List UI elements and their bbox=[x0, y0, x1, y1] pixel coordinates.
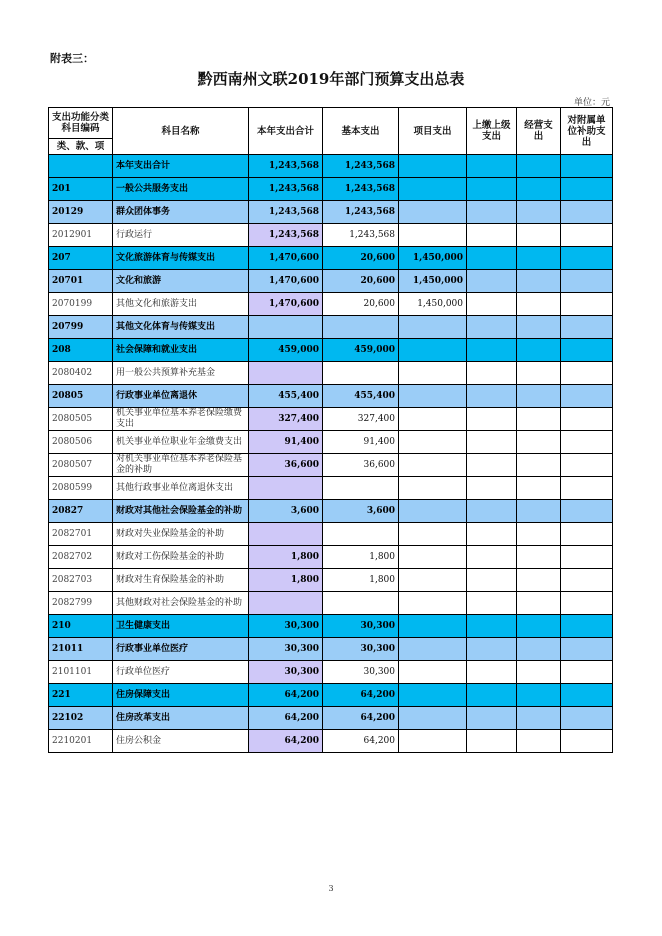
cell-total bbox=[249, 316, 323, 339]
cell-subsidy bbox=[561, 316, 613, 339]
header-subsidy: 对附属单位补助支出 bbox=[561, 108, 613, 155]
cell-code: 20129 bbox=[49, 201, 113, 224]
cell-upper bbox=[467, 224, 517, 247]
cell-upper bbox=[467, 500, 517, 523]
cell-subsidy bbox=[561, 155, 613, 178]
cell-project bbox=[399, 707, 467, 730]
cell-basic: 1,243,568 bbox=[323, 224, 399, 247]
cell-upper bbox=[467, 638, 517, 661]
cell-upper bbox=[467, 707, 517, 730]
cell-upper bbox=[467, 477, 517, 500]
cell-name: 一般公共服务支出 bbox=[113, 178, 249, 201]
table-body bbox=[49, 155, 613, 753]
cell-total: 1,470,600 bbox=[249, 247, 323, 270]
cell-basic: 20,600 bbox=[323, 247, 399, 270]
cell-project bbox=[399, 638, 467, 661]
cell-code: 2101101 bbox=[49, 661, 113, 684]
cell-project: 1,450,000 bbox=[399, 293, 467, 316]
cell-code: 21011 bbox=[49, 638, 113, 661]
cell-code: 2082799 bbox=[49, 592, 113, 615]
cell-operating bbox=[517, 730, 561, 753]
table-row bbox=[49, 224, 613, 247]
header-basic: 基本支出 bbox=[323, 108, 399, 155]
cell-total bbox=[249, 362, 323, 385]
cell-code: 2082702 bbox=[49, 546, 113, 569]
cell-project bbox=[399, 592, 467, 615]
table-row bbox=[49, 592, 613, 615]
cell-total bbox=[249, 477, 323, 500]
cell-basic: 455,400 bbox=[323, 385, 399, 408]
cell-project bbox=[399, 615, 467, 638]
cell-operating bbox=[517, 339, 561, 362]
cell-name: 住房公积金 bbox=[113, 730, 249, 753]
cell-subsidy bbox=[561, 362, 613, 385]
cell-project: 1,450,000 bbox=[399, 247, 467, 270]
table-row bbox=[49, 247, 613, 270]
cell-total bbox=[249, 592, 323, 615]
cell-total: 91,400 bbox=[249, 431, 323, 454]
cell-operating bbox=[517, 293, 561, 316]
cell-project bbox=[399, 431, 467, 454]
cell-operating bbox=[517, 201, 561, 224]
cell-code: 201 bbox=[49, 178, 113, 201]
cell-total: 1,800 bbox=[249, 546, 323, 569]
cell-name: 行政事业单位医疗 bbox=[113, 638, 249, 661]
cell-basic bbox=[323, 362, 399, 385]
cell-subsidy bbox=[561, 385, 613, 408]
cell-name: 财政对失业保险基金的补助 bbox=[113, 523, 249, 546]
cell-subsidy bbox=[561, 500, 613, 523]
cell-subsidy bbox=[561, 615, 613, 638]
cell-name: 行政运行 bbox=[113, 224, 249, 247]
cell-project bbox=[399, 454, 467, 477]
cell-basic: 64,200 bbox=[323, 730, 399, 753]
cell-upper bbox=[467, 293, 517, 316]
cell-basic: 36,600 bbox=[323, 454, 399, 477]
cell-upper bbox=[467, 546, 517, 569]
header-project: 项目支出 bbox=[399, 108, 467, 155]
cell-code: 2210201 bbox=[49, 730, 113, 753]
cell-total: 30,300 bbox=[249, 638, 323, 661]
table-row bbox=[49, 316, 613, 339]
cell-code: 221 bbox=[49, 684, 113, 707]
cell-name: 财政对其他社会保险基金的补助 bbox=[113, 500, 249, 523]
cell-project bbox=[399, 155, 467, 178]
table-row bbox=[49, 546, 613, 569]
cell-basic: 30,300 bbox=[323, 638, 399, 661]
cell-operating bbox=[517, 247, 561, 270]
cell-operating bbox=[517, 592, 561, 615]
cell-basic: 20,600 bbox=[323, 270, 399, 293]
budget-expenditure-table bbox=[48, 107, 613, 753]
cell-name: 文化旅游体育与传媒支出 bbox=[113, 247, 249, 270]
table-row bbox=[49, 454, 613, 477]
cell-upper bbox=[467, 247, 517, 270]
cell-name: 其他文化体育与传媒支出 bbox=[113, 316, 249, 339]
cell-name: 住房改革支出 bbox=[113, 707, 249, 730]
table-row bbox=[49, 477, 613, 500]
cell-project bbox=[399, 523, 467, 546]
cell-total: 1,243,568 bbox=[249, 201, 323, 224]
cell-operating bbox=[517, 546, 561, 569]
cell-code: 20827 bbox=[49, 500, 113, 523]
cell-upper bbox=[467, 431, 517, 454]
cell-operating bbox=[517, 569, 561, 592]
cell-name: 财政对生育保险基金的补助 bbox=[113, 569, 249, 592]
cell-basic: 64,200 bbox=[323, 707, 399, 730]
cell-subsidy bbox=[561, 339, 613, 362]
cell-upper bbox=[467, 316, 517, 339]
cell-subsidy bbox=[561, 247, 613, 270]
attachment-label: 附表三： bbox=[50, 52, 94, 65]
header-name: 科目名称 bbox=[113, 108, 249, 155]
cell-name: 对机关事业单位基本养老保险基金的补助 bbox=[113, 454, 249, 477]
table-row bbox=[49, 293, 613, 316]
cell-upper bbox=[467, 408, 517, 431]
cell-subsidy bbox=[561, 201, 613, 224]
cell-operating bbox=[517, 270, 561, 293]
cell-operating bbox=[517, 707, 561, 730]
cell-operating bbox=[517, 523, 561, 546]
cell-upper bbox=[467, 684, 517, 707]
cell-code: 20799 bbox=[49, 316, 113, 339]
cell-total: 36,600 bbox=[249, 454, 323, 477]
cell-basic: 20,600 bbox=[323, 293, 399, 316]
cell-operating bbox=[517, 615, 561, 638]
table-row bbox=[49, 431, 613, 454]
cell-total: 30,300 bbox=[249, 661, 323, 684]
cell-basic: 64,200 bbox=[323, 684, 399, 707]
cell-operating bbox=[517, 178, 561, 201]
cell-code: 20805 bbox=[49, 385, 113, 408]
cell-name: 用一般公共预算补充基金 bbox=[113, 362, 249, 385]
cell-basic: 1,243,568 bbox=[323, 201, 399, 224]
cell-subsidy bbox=[561, 431, 613, 454]
unit-label: 单位：元 bbox=[573, 98, 610, 108]
cell-upper bbox=[467, 201, 517, 224]
table-row bbox=[49, 339, 613, 362]
cell-name: 其他财政对社会保险基金的补助 bbox=[113, 592, 249, 615]
cell-name: 机关事业单位职业年金缴费支出 bbox=[113, 431, 249, 454]
cell-total: 64,200 bbox=[249, 730, 323, 753]
cell-subsidy bbox=[561, 661, 613, 684]
cell-basic bbox=[323, 316, 399, 339]
cell-total: 1,800 bbox=[249, 569, 323, 592]
cell-name: 其他行政事业单位离退休支出 bbox=[113, 477, 249, 500]
cell-basic: 3,600 bbox=[323, 500, 399, 523]
table-row bbox=[49, 270, 613, 293]
cell-upper bbox=[467, 155, 517, 178]
cell-basic: 459,000 bbox=[323, 339, 399, 362]
cell-basic: 1,800 bbox=[323, 569, 399, 592]
page-title: 黔西南州文联2019年部门预算支出总表 bbox=[197, 70, 465, 88]
cell-basic bbox=[323, 477, 399, 500]
cell-project bbox=[399, 408, 467, 431]
table-row bbox=[49, 730, 613, 753]
table-row bbox=[49, 661, 613, 684]
cell-upper bbox=[467, 178, 517, 201]
cell-basic: 30,300 bbox=[323, 661, 399, 684]
table-row bbox=[49, 615, 613, 638]
cell-name: 其他文化和旅游支出 bbox=[113, 293, 249, 316]
cell-subsidy bbox=[561, 638, 613, 661]
header-code-level: 类、款、项 bbox=[49, 139, 113, 155]
cell-upper bbox=[467, 661, 517, 684]
cell-total: 64,200 bbox=[249, 684, 323, 707]
cell-project bbox=[399, 661, 467, 684]
cell-operating bbox=[517, 224, 561, 247]
cell-code: 2070199 bbox=[49, 293, 113, 316]
cell-basic: 1,800 bbox=[323, 546, 399, 569]
cell-operating bbox=[517, 431, 561, 454]
cell-subsidy bbox=[561, 730, 613, 753]
cell-project bbox=[399, 730, 467, 753]
cell-upper bbox=[467, 615, 517, 638]
cell-code: 2012901 bbox=[49, 224, 113, 247]
cell-project bbox=[399, 569, 467, 592]
cell-subsidy bbox=[561, 523, 613, 546]
table-row bbox=[49, 523, 613, 546]
header-code: 支出功能分类科目编码 bbox=[49, 108, 113, 139]
cell-operating bbox=[517, 408, 561, 431]
cell-operating bbox=[517, 362, 561, 385]
cell-code: 2082701 bbox=[49, 523, 113, 546]
table-row bbox=[49, 155, 613, 178]
cell-subsidy bbox=[561, 477, 613, 500]
cell-operating bbox=[517, 316, 561, 339]
cell-total: 455,400 bbox=[249, 385, 323, 408]
cell-project: 1,450,000 bbox=[399, 270, 467, 293]
cell-subsidy bbox=[561, 684, 613, 707]
cell-code: 2082703 bbox=[49, 569, 113, 592]
cell-project bbox=[399, 546, 467, 569]
cell-name: 机关事业单位基本养老保险缴费支出 bbox=[113, 408, 249, 431]
cell-subsidy bbox=[561, 454, 613, 477]
cell-total: 1,243,568 bbox=[249, 155, 323, 178]
cell-basic: 1,243,568 bbox=[323, 178, 399, 201]
cell-upper bbox=[467, 592, 517, 615]
cell-total: 3,600 bbox=[249, 500, 323, 523]
cell-basic: 327,400 bbox=[323, 408, 399, 431]
cell-total: 1,470,600 bbox=[249, 293, 323, 316]
cell-total: 327,400 bbox=[249, 408, 323, 431]
cell-name: 住房保障支出 bbox=[113, 684, 249, 707]
cell-name: 文化和旅游 bbox=[113, 270, 249, 293]
cell-subsidy bbox=[561, 224, 613, 247]
cell-upper bbox=[467, 270, 517, 293]
table-row bbox=[49, 362, 613, 385]
cell-name: 卫生健康支出 bbox=[113, 615, 249, 638]
cell-basic bbox=[323, 592, 399, 615]
cell-project bbox=[399, 500, 467, 523]
cell-code: 2080599 bbox=[49, 477, 113, 500]
cell-name: 行政单位医疗 bbox=[113, 661, 249, 684]
cell-basic: 1,243,568 bbox=[323, 155, 399, 178]
cell-subsidy bbox=[561, 592, 613, 615]
cell-operating bbox=[517, 684, 561, 707]
cell-code: 208 bbox=[49, 339, 113, 362]
cell-project bbox=[399, 477, 467, 500]
cell-total: 1,470,600 bbox=[249, 270, 323, 293]
cell-total: 30,300 bbox=[249, 615, 323, 638]
cell-project bbox=[399, 684, 467, 707]
cell-upper bbox=[467, 385, 517, 408]
cell-project bbox=[399, 178, 467, 201]
cell-upper bbox=[467, 569, 517, 592]
cell-total: 459,000 bbox=[249, 339, 323, 362]
table-row bbox=[49, 385, 613, 408]
cell-subsidy bbox=[561, 178, 613, 201]
cell-code: 2080507 bbox=[49, 454, 113, 477]
table-row bbox=[49, 500, 613, 523]
header-total: 本年支出合计 bbox=[249, 108, 323, 155]
cell-subsidy bbox=[561, 408, 613, 431]
cell-project bbox=[399, 362, 467, 385]
cell-upper bbox=[467, 454, 517, 477]
table-row bbox=[49, 408, 613, 431]
cell-upper bbox=[467, 362, 517, 385]
cell-total: 1,243,568 bbox=[249, 224, 323, 247]
cell-code: 2080505 bbox=[49, 408, 113, 431]
cell-basic: 91,400 bbox=[323, 431, 399, 454]
cell-subsidy bbox=[561, 270, 613, 293]
cell-upper bbox=[467, 339, 517, 362]
table-row bbox=[49, 638, 613, 661]
cell-code: 2080402 bbox=[49, 362, 113, 385]
cell-total: 1,243,568 bbox=[249, 178, 323, 201]
table-row bbox=[49, 707, 613, 730]
cell-subsidy bbox=[561, 707, 613, 730]
cell-basic bbox=[323, 523, 399, 546]
cell-name: 行政事业单位离退休 bbox=[113, 385, 249, 408]
cell-code: 207 bbox=[49, 247, 113, 270]
cell-total bbox=[249, 523, 323, 546]
table-row bbox=[49, 178, 613, 201]
cell-subsidy bbox=[561, 293, 613, 316]
cell-subsidy bbox=[561, 569, 613, 592]
cell-name: 本年支出合计 bbox=[113, 155, 249, 178]
table-row bbox=[49, 201, 613, 224]
cell-subsidy bbox=[561, 546, 613, 569]
cell-operating bbox=[517, 155, 561, 178]
cell-code: 22102 bbox=[49, 707, 113, 730]
cell-code: 2080506 bbox=[49, 431, 113, 454]
cell-project bbox=[399, 224, 467, 247]
cell-upper bbox=[467, 730, 517, 753]
header-upper: 上缴上级支出 bbox=[467, 108, 517, 155]
cell-project bbox=[399, 316, 467, 339]
cell-operating bbox=[517, 454, 561, 477]
cell-project bbox=[399, 385, 467, 408]
cell-project bbox=[399, 339, 467, 362]
cell-operating bbox=[517, 500, 561, 523]
cell-code: 210 bbox=[49, 615, 113, 638]
cell-name: 社会保障和就业支出 bbox=[113, 339, 249, 362]
cell-operating bbox=[517, 385, 561, 408]
cell-name: 财政对工伤保险基金的补助 bbox=[113, 546, 249, 569]
cell-name: 群众团体事务 bbox=[113, 201, 249, 224]
cell-operating bbox=[517, 638, 561, 661]
cell-code: 20701 bbox=[49, 270, 113, 293]
cell-total: 64,200 bbox=[249, 707, 323, 730]
cell-upper bbox=[467, 523, 517, 546]
page-number: 3 bbox=[328, 884, 334, 893]
header-operating: 经营支出 bbox=[517, 108, 561, 155]
table-row bbox=[49, 684, 613, 707]
cell-basic: 30,300 bbox=[323, 615, 399, 638]
cell-code bbox=[49, 155, 113, 178]
cell-operating bbox=[517, 661, 561, 684]
cell-operating bbox=[517, 477, 561, 500]
cell-project bbox=[399, 201, 467, 224]
table-row bbox=[49, 569, 613, 592]
